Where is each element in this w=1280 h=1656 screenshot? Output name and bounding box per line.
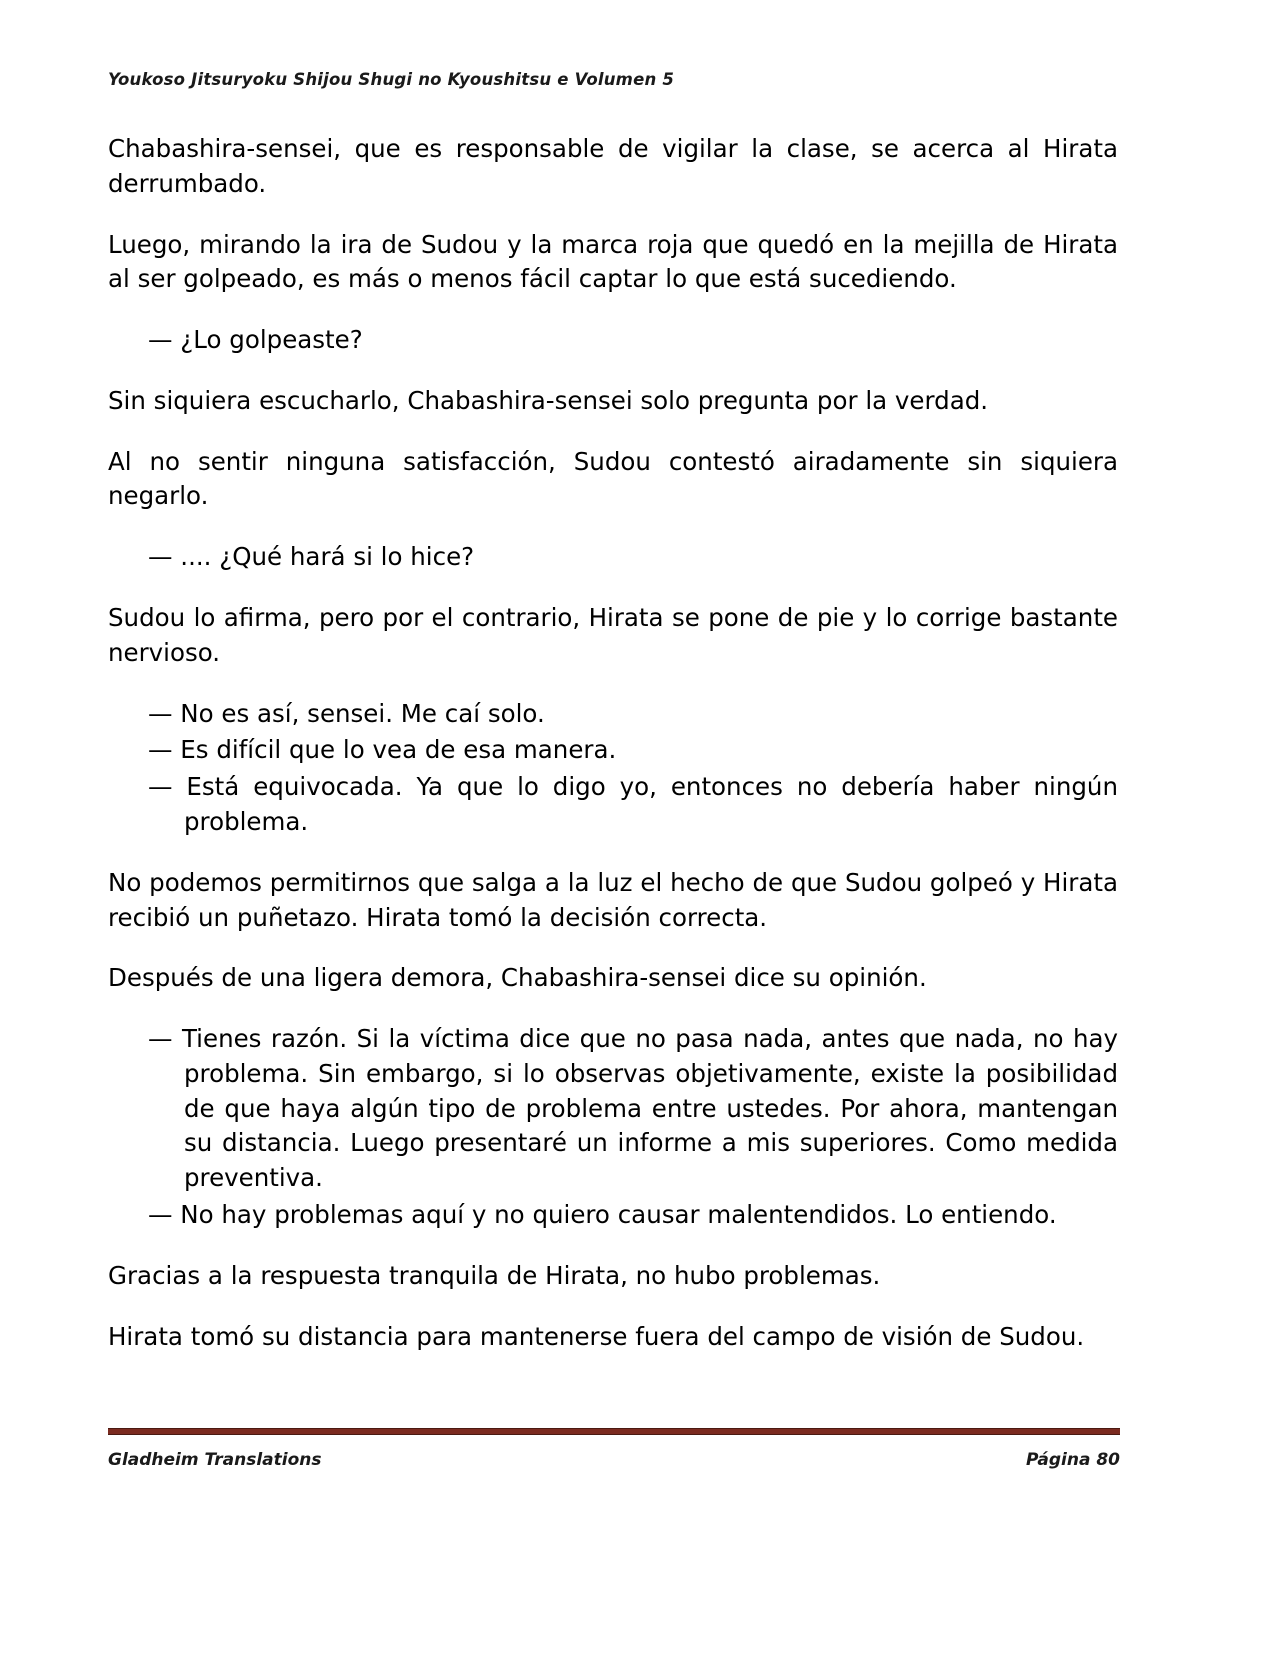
page-content [108,132,1118,1354]
paragraph: Al no sentir ninguna satisfacción, Sudou contestó airadamente sin siquiera negarlo. [108,446,1118,511]
dialogue-line: — Es difícil que lo vea de esa manera. [148,735,617,765]
book-title: Youkoso Jitsuryoku Shijou Shugi no Kyoushitsu e Volumen 5 [108,70,675,89]
page-header [108,70,1128,89]
dialogue-list [108,697,1118,840]
dialogue-line: — No hay problemas aquí y no quiero causar malentendidos. Lo entiendo. [148,1199,1057,1229]
dialogue-line: — No es así, sensei. Me caí solo. [148,698,545,728]
dialogue-line: — Tienes razón. Si la víctima dice que no pasa nada, antes que nada, no hay problema. Sin embargo, si lo observas objetivamente, existe la posibilidad de que haya algún tipo de problema entre ustedes. Por ahora, mantengan su distancia. Luego presentaré un informe a mis superiores. Como medida preventiva. [148,1024,1118,1193]
paragraph: No podemos permitirnos que salga a la luz el hecho de que Sudou golpeó y Hirata recibió un puñetazo. Hirata tomó la decisión correcta. [108,867,1118,932]
dialogue-line: — ¿Lo golpeaste? [148,325,363,355]
page-number: Página 80 [1026,1450,1120,1470]
paragraph: Hirata tomó su distancia para mantenerse fuera del campo de visión de Sudou. [108,1321,1085,1351]
dialogue-list [108,1022,1118,1233]
paragraph: Luego, mirando la ira de Sudou y la marca roja que quedó en la mejilla de Hirata al ser golpeado, es más o menos fácil captar lo que está sucediendo. [108,229,1118,294]
dialogue-line-group [108,323,1118,358]
footer-divider [108,1428,1120,1435]
page-footer [108,1450,1120,1470]
paragraph: Sin siquiera escucharlo, Chabashira-sensei solo pregunta por la verdad. [108,385,989,415]
dialogue-line: — .... ¿Qué hará si lo hice? [148,542,475,572]
paragraph: Sudou lo afirma, pero por el contrario, Hirata se pone de pie y lo corrige bastante nervioso. [108,603,1118,667]
translator-credit: Gladheim Translations [108,1450,322,1470]
dialogue-line: — Está equivocada. Ya que lo digo yo, entonces no debería haber ningún problema. [148,772,1118,836]
paragraph: Después de una ligera demora, Chabashira-sensei dice su opinión. [108,963,927,993]
paragraph: Chabashira-sensei, que es responsable de vigilar la clase, se acerca al Hirata derrumbado. [108,134,1118,198]
paragraph: Gracias a la respuesta tranquila de Hirata, no hubo problemas. [108,1260,881,1290]
dialogue-line-group [108,540,1118,575]
